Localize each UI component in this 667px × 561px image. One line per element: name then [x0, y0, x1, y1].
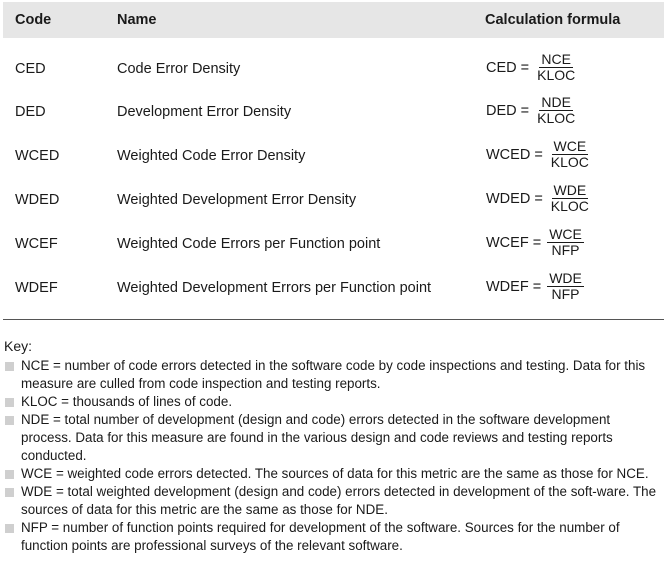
- metric-formula: [486, 271, 584, 302]
- formula-denominator: KLOC: [550, 198, 589, 214]
- formula-label: WCED =: [486, 146, 543, 163]
- square-bullet-icon: [5, 398, 14, 407]
- formula-label: WDEF =: [486, 278, 542, 295]
- key-list: [4, 357, 664, 555]
- formula-fraction: [535, 95, 577, 126]
- formula-fraction: [547, 227, 584, 258]
- square-bullet-icon: [5, 416, 14, 425]
- key-item: [4, 483, 664, 519]
- metric-name: Development Error Density: [117, 104, 292, 120]
- metric-formula: [486, 139, 591, 170]
- formula-numerator: WCE: [553, 138, 587, 154]
- table-row: [0, 267, 667, 311]
- metric-formula: [486, 183, 591, 214]
- table-row: [0, 223, 667, 267]
- metric-name: Weighted Code Error Density: [117, 148, 306, 164]
- formula-denominator: NFP: [551, 242, 580, 258]
- square-bullet-icon: [5, 524, 14, 533]
- key-item-text: WDE = total weighted development (design and code) errors detected in development of the soft-ware. The sources of data for this metric are the same as those for NDE.: [21, 484, 657, 517]
- metric-code: CED: [15, 61, 46, 77]
- table-header: [3, 2, 664, 38]
- metric-code: DED: [15, 104, 46, 120]
- metric-code: WDED: [15, 192, 60, 208]
- header-formula: Calculation formula: [485, 12, 621, 28]
- formula-label: CED =: [486, 59, 530, 76]
- table-row: [0, 48, 667, 92]
- key-item-text: NFP = number of function points required for development of the software. Sources for the number of function points are professional surveys of the relevant software.: [21, 520, 620, 553]
- square-bullet-icon: [5, 470, 14, 479]
- formula-numerator: NCE: [541, 51, 571, 67]
- formula-fraction: [549, 183, 591, 214]
- formula-numerator: WCE: [549, 226, 582, 242]
- key-item: [4, 411, 664, 465]
- metric-formula: [486, 52, 577, 83]
- key-item: [4, 357, 664, 393]
- formula-fraction: [535, 52, 577, 83]
- formula-denominator: KLOC: [550, 154, 589, 170]
- formula-numerator: WDE: [553, 182, 587, 198]
- formula-fraction: [549, 139, 591, 170]
- key-item: [4, 465, 664, 483]
- table-row: [0, 91, 667, 135]
- key-item: [4, 519, 664, 555]
- key-title: Key:: [4, 338, 33, 354]
- metric-code: WDEF: [15, 280, 58, 296]
- metric-name: Weighted Development Errors per Function point: [117, 280, 432, 296]
- formula-label: WCEF =: [486, 234, 542, 251]
- key-item-text: NCE = number of code errors detected in the software code by code inspections and testing. Data for this measure are culled from code inspection and testing reports.: [21, 358, 646, 391]
- formula-denominator: KLOC: [537, 110, 576, 126]
- formula-label: WDED =: [486, 190, 543, 207]
- metric-formula: [486, 95, 577, 126]
- table-row: [0, 135, 667, 179]
- header-code: Code: [15, 12, 52, 28]
- metric-name: Code Error Density: [117, 61, 241, 77]
- metric-code: WCED: [15, 148, 60, 164]
- key-item-text: KLOC = thousands of lines of code.: [21, 394, 233, 409]
- square-bullet-icon: [5, 362, 14, 371]
- key-item-text: NDE = total number of development (design and code) errors detected in the software development process. Data for this measure are found in the various design and code reviews and testing reports conducted.: [21, 412, 613, 463]
- formula-numerator: WDE: [549, 270, 582, 286]
- key-item-text: WCE = weighted code errors detected. The sources of data for this metric are the same as those for NCE.: [21, 466, 649, 481]
- formula-denominator: NFP: [551, 286, 580, 302]
- header-name: Name: [117, 12, 157, 28]
- table-bottom-rule: [3, 319, 664, 320]
- metric-code: WCEF: [15, 236, 58, 252]
- table-row: [0, 179, 667, 223]
- formula-fraction: [547, 271, 584, 302]
- square-bullet-icon: [5, 488, 14, 497]
- formula-denominator: KLOC: [537, 67, 576, 83]
- key-item: [4, 393, 664, 411]
- formula-numerator: NDE: [541, 94, 571, 110]
- formula-label: DED =: [486, 102, 530, 119]
- metric-name: Weighted Development Error Density: [117, 192, 357, 208]
- metric-formula: [486, 227, 584, 258]
- metric-name: Weighted Code Errors per Function point: [117, 236, 381, 252]
